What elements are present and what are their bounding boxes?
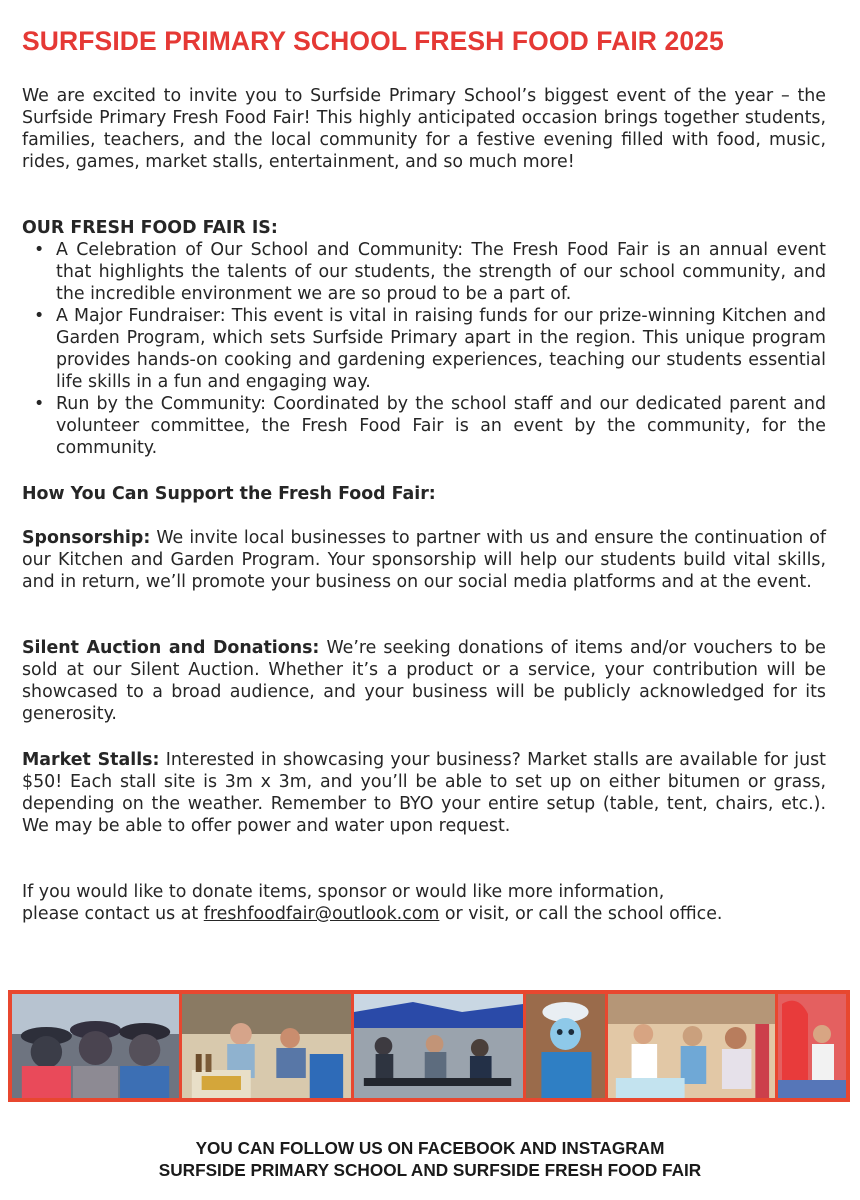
footer-line-1: YOU CAN FOLLOW US ON FACEBOOK AND INSTAGRAM — [195, 1138, 665, 1158]
marquee-tents-photo — [354, 994, 526, 1098]
page-title: SURFSIDE PRIMARY SCHOOL FRESH FOOD FAIR 2025 — [22, 26, 724, 56]
list-item: • A Major Fundraiser: This event is vital in raising funds for our prize-winning Kitchen and Garden Program, which sets Surfside Primary apart in the region. This unique program provides hands-on cooking and gardening experiences, teaching our students essential life skills in a fun and engaging way. — [34, 306, 826, 392]
list-item: • Run by the Community: Coordinated by the school staff and our dedicated parent and volunteer committee, the Fresh Food Fair is an event by the community, for the community. — [34, 394, 826, 458]
food-stall-photo — [182, 994, 354, 1098]
sponsorship-label: Sponsorship: — [22, 528, 151, 548]
face-painted-boy-photo — [526, 994, 608, 1098]
list-item: • A Celebration of Our School and Community: The Fresh Food Fair is an annual event that highlights the talents of our students, the strength of our school community, and the incredible environment we are so proud to be a part of. — [34, 240, 826, 304]
intro-paragraph: We are excited to invite you to Surfside Primary School’s biggest event of the year – the Surfside Primary Fresh Food Fair! This highly anticipated occasion brings together students, families, teachers, and the local community for a festive evening filled with food, music, rides, games, market stalls, entertainment, and so much more! — [22, 86, 826, 172]
footer-line-2: SURFSIDE PRIMARY SCHOOL AND SURFSIDE FRESH FOOD FAIR — [158, 1160, 702, 1180]
bullet-icon: • — [34, 394, 45, 414]
auction-label: Silent Auction and Donations: — [22, 638, 320, 658]
auction-paragraph: Silent Auction and Donations: We’re seeking donations of items and/or vouchers to be sold at our Silent Auction. Whether it’s a product or a service, your contribution will be showcased to a broad audience, and your business will be publicly acknowledged for its generosity. — [22, 638, 826, 724]
market-label: Market Stalls: — [22, 750, 160, 770]
contact-paragraph: If you would like to donate items, sponsor or would like more information, please contact us at freshfoodfair@outlook.com or visit, or call the school office. — [22, 882, 723, 924]
email-link[interactable]: freshfoodfair@outlook.com — [203, 904, 440, 924]
fair-is-list — [22, 239, 826, 459]
bullet-icon: • — [34, 240, 45, 260]
children-in-hats-photo — [12, 994, 182, 1098]
photo-strip — [8, 990, 850, 1102]
sponsorship-paragraph: Sponsorship: We invite local businesses to partner with us and ensure the continuation of our Kitchen and Garden Program. Your sponsorship will help our students build vital skills, and in return, we’ll promote your business on our social media platforms and at the event. — [22, 528, 826, 592]
bullet-icon: • — [34, 306, 45, 326]
fair-is-heading: OUR FRESH FOOD FAIR IS: — [22, 218, 278, 238]
support-heading: How You Can Support the Fresh Food Fair: — [22, 484, 436, 504]
market-paragraph: Market Stalls: Interested in showcasing your business? Market stalls are available for just $50! Each stall site is 3m x 3m, and you’ll be able to set up on either bitumen or grass, depending on the weather. Remember to BYO your entire setup (table, tent, chairs, etc.). We may be able to offer power and water upon request. — [22, 750, 826, 836]
face-painting-photo — [608, 994, 778, 1098]
flags-photo — [778, 994, 846, 1098]
